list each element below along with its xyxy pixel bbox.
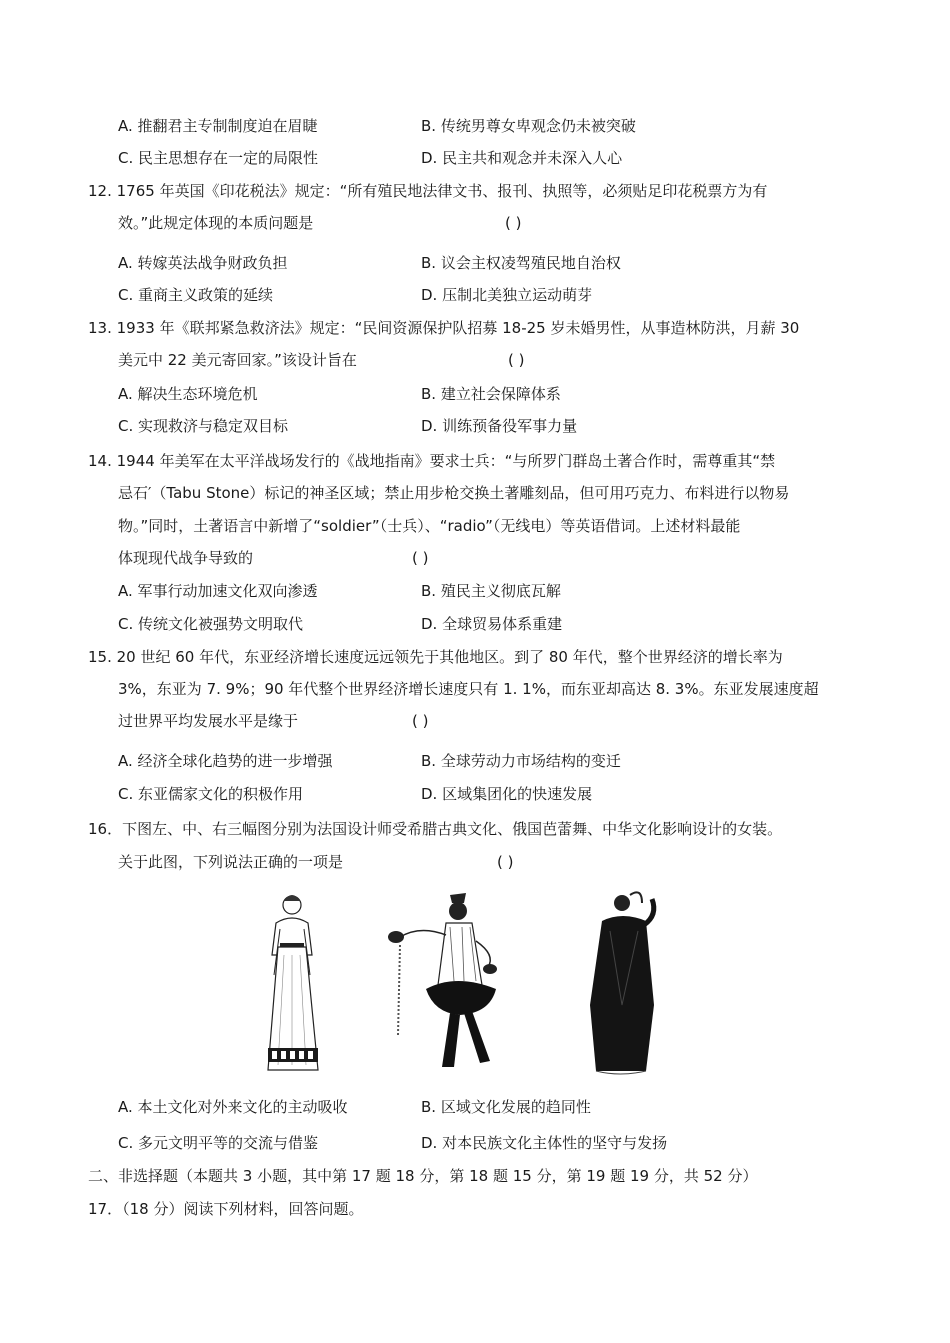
q14-option-d: D. 全球贸易体系重建	[421, 615, 563, 633]
q15-answer-blank: ( )	[412, 712, 429, 730]
q12-option-b: B. 议会主权凌驾殖民地自治权	[421, 254, 621, 272]
q15-stem-line3: 过世界平均发展水平是缘于	[118, 712, 299, 730]
q13-option-c: C. 实现救济与稳定双目标	[118, 417, 289, 435]
q12-option-d: D. 压制北美独立运动萌芽	[421, 286, 593, 304]
q13-answer-blank: ( )	[508, 351, 525, 369]
q15-option-d: D. 区域集团化的快速发展	[421, 785, 593, 803]
q14-stem-line3: 物。”同时，土著语言中新增了“soldier”（士兵）、“radio”（无线电）等英语借词。上述材料最能	[118, 517, 741, 535]
chinese-style-dress-figure	[590, 892, 654, 1074]
q11-option-b: B. 传统男尊女卑观念仍未被突破	[421, 117, 636, 135]
q14-option-c: C. 传统文化被强势文明取代	[118, 615, 304, 633]
greek-style-dress-figure	[268, 895, 318, 1070]
q16-option-b: B. 区域文化发展的趋同性	[421, 1098, 591, 1116]
q15-option-c: C. 东亚儒家文化的积极作用	[118, 785, 304, 803]
q13-option-d: D. 训练预备役军事力量	[421, 417, 578, 435]
ballet-style-dress-figure	[388, 893, 497, 1067]
q16-stem-line1: 16．下图左、中、右三幅图分别为法国设计师受希腊古典文化、俄国芭蕾舞、中华文化影响设计的女装。	[88, 820, 783, 838]
q12-stem-line1: 12. 1765 年英国《印花税法》规定：“所有殖民地法律文书、报刊、执照等，必须贴足印花税票方为有	[88, 182, 768, 200]
q16-option-d: D. 对本民族文化主体性的坚守与发扬	[421, 1134, 668, 1152]
q12-option-a: A. 转嫁英法战争财政负担	[118, 254, 288, 272]
q15-option-b: B. 全球劳动力市场结构的变迁	[421, 752, 621, 770]
q16-option-c: C. 多元文明平等的交流与借鉴	[118, 1134, 319, 1152]
q13-stem-line2: 美元中 22 美元寄回家。”该设计旨在	[118, 351, 357, 369]
q14-option-b: B. 殖民主义彻底瓦解	[421, 582, 561, 600]
q15-stem-line1: 15. 20 世纪 60 年代，东亚经济增长速度远远领先于其他地区。到了 80 年代，整个世界经济的增长率为	[88, 648, 783, 666]
q12-stem-line2: 效。”此规定体现的本质问题是	[118, 214, 314, 232]
q11-option-c: C. 民主思想存在一定的局限性	[118, 149, 319, 167]
q11-option-a: A. 推翻君主专制制度迫在眉睫	[118, 117, 318, 135]
section-two-heading: 二、非选择题（本题共 3 小题，其中第 17 题 18 分，第 18 题 15 分，第 19 题 19 分，共 52 分）	[88, 1167, 758, 1185]
q11-option-d: D. 民主共和观念并未深入人心	[421, 149, 623, 167]
q13-option-a: A. 解决生态环境危机	[118, 385, 258, 403]
q14-option-a: A. 军事行动加速文化双向渗透	[118, 582, 318, 600]
q15-stem-line2: 3%，东亚为 7. 9%；90 年代整个世界经济增长速度只有 1. 1%，而东亚却高达 8. 3%。东亚发展速度超	[118, 680, 819, 698]
q16-fashion-figure	[250, 885, 690, 1085]
q16-answer-blank: ( )	[497, 853, 514, 871]
q13-option-b: B. 建立社会保障体系	[421, 385, 561, 403]
q16-option-a: A. 本土文化对外来文化的主动吸收	[118, 1098, 348, 1116]
q12-answer-blank: ( )	[505, 214, 522, 232]
q14-answer-blank: ( )	[412, 549, 429, 567]
q14-stem-line1: 14. 1944 年美军在太平洋战场发行的《战地指南》要求士兵：“与所罗门群岛土著合作时，需尊重其“禁	[88, 452, 776, 470]
q16-stem-line2: 关于此图，下列说法正确的一项是	[118, 853, 344, 871]
q14-stem-line4: 体现现代战争导致的	[118, 549, 254, 567]
q14-stem-line2: 忌石′（Tabu Stone）标记的神圣区域；禁止用步枪交换土著雕刻品，但可用巧克力、布料进行以物易	[118, 484, 790, 502]
q13-stem-line1: 13. 1933 年《联邦紧急救济法》规定：“民间资源保护队招募 18-25 岁未婚男性，从事造林防洪，月薪 30	[88, 319, 800, 337]
q15-option-a: A. 经济全球化趋势的进一步增强	[118, 752, 333, 770]
q17-stem: 17．（18 分）阅读下列材料，回答问题。	[88, 1200, 364, 1218]
q12-option-c: C. 重商主义政策的延续	[118, 286, 274, 304]
